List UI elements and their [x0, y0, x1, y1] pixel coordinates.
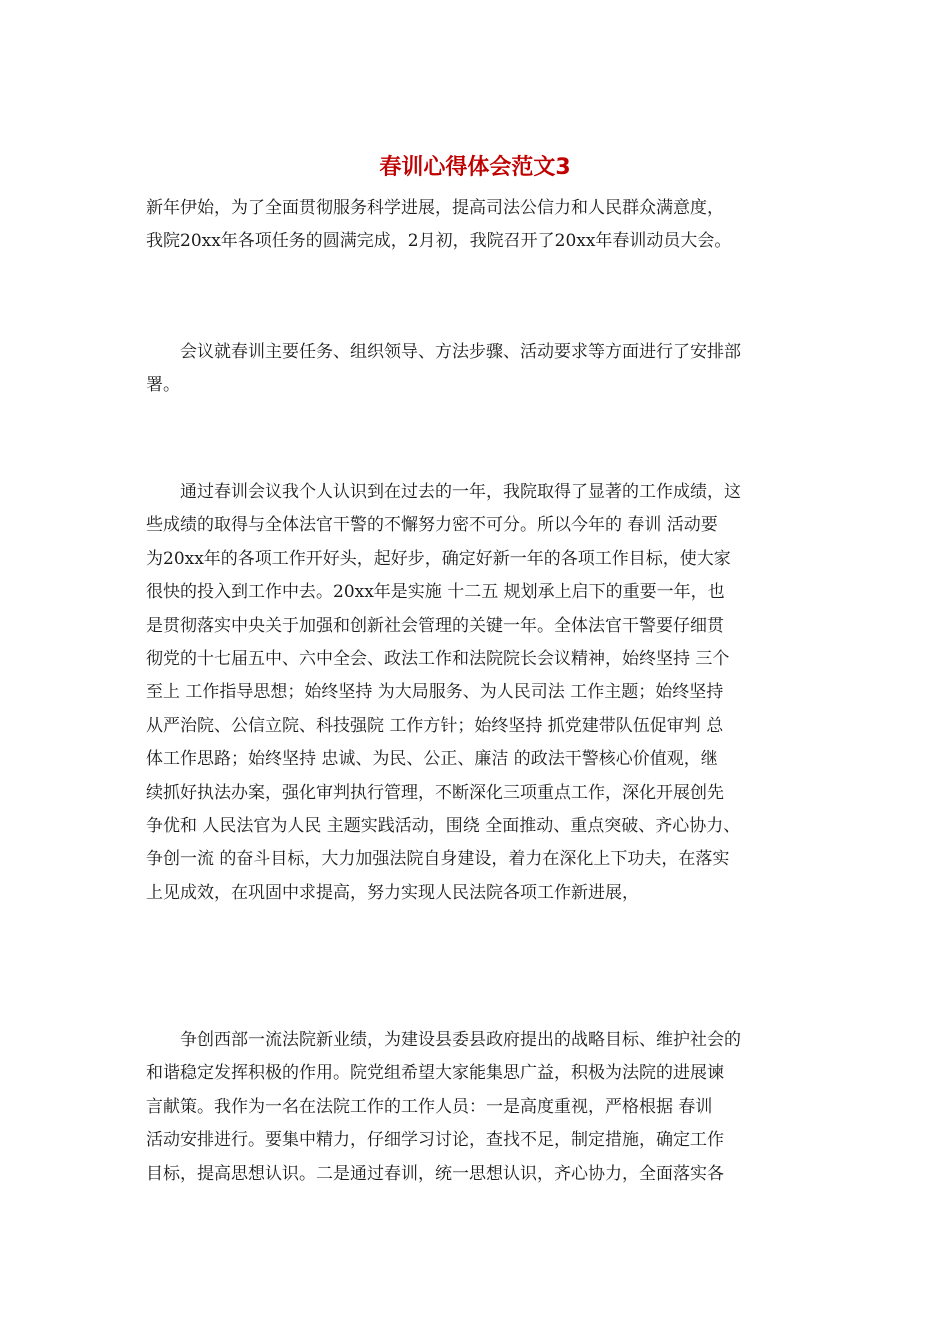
text-line: 署。 — [146, 375, 180, 396]
text-line: 和谐稳定发挥积极的作用。院党组希望大家能集思广益，积极为法院的进展谏 — [146, 1063, 724, 1084]
text-line: 争创一流 的奋斗目标，大力加强法院自身建设，着力在深化上下功夫，在落实 — [146, 849, 730, 870]
text-line: 从严治院、公信立院、科技强院 工作方针；始终坚持 抓党建带队伍促审判 总 — [146, 715, 724, 736]
text-line: 争优和 人民法官为人民 主题实践活动，围绕 全面推动、重点突破、齐心协力、 — [146, 816, 741, 837]
text-line: 些成绩的取得与全体法官干警的不懈努力密不可分。所以今年的 春训 活动要 — [146, 515, 718, 536]
text-line: 体工作思路；始终坚持 忠诚、为民、公正、廉洁 的政法干警核心价值观，继 — [146, 749, 718, 770]
text-line: 目标，提高思想认识。二是通过春训，统一思想认识，齐心协力，全面落实各 — [146, 1163, 724, 1184]
text-line: 续抓好执法办案，强化审判执行管理，不断深化三项重点工作，深化开展创先 — [146, 782, 724, 803]
paragraph-3 — [146, 476, 826, 910]
text-line: 争创西部一流法院新业绩，为建设县委县政府提出的战略目标、维护社会的 — [146, 1030, 741, 1050]
text-line: 言献策。我作为一名在法院工作的工作人员：一是高度重视，严格根据 春训 — [146, 1096, 713, 1117]
text-line: 我院20xx年各项任务的圆满完成，2月初，我院召开了20xx年春训动员大会。 — [146, 231, 732, 252]
text-line: 彻党的十七届五中、六中全会、政法工作和法院院长会议精神，始终坚持 三个 — [146, 649, 730, 670]
text-line: 至上 工作指导思想；始终坚持 为大局服务、为人民司法 工作主题；始终坚持 — [146, 682, 724, 703]
document-title: 春训心得体会范文3 — [379, 155, 571, 180]
text-line: 很快的投入到工作中去。20xx年是实施 十二五 规划承上启下的重要一年，也 — [146, 582, 725, 603]
text-line: 上见成效，在巩固中求提高，努力实现人民法院各项工作新进展， — [146, 882, 639, 903]
paragraph-4 — [146, 1024, 826, 1191]
paragraph-2 — [146, 336, 826, 403]
text-line: 为20xx年的各项工作开好头，起好步，确定好新一年的各项工作目标，使大家 — [146, 548, 731, 569]
text-line: 通过春训会议我个人认识到在过去的一年，我院取得了显著的工作成绩，这 — [146, 482, 741, 502]
text-line: 新年伊始，为了全面贯彻服务科学进展，提高司法公信力和人民群众满意度， — [146, 198, 724, 218]
text-line: 是贯彻落实中央关于加强和创新社会管理的关键一年。全体法官干警要仔细贯 — [146, 615, 724, 636]
paragraph-1 — [146, 192, 826, 259]
text-line: 活动安排进行。要集中精力，仔细学习讨论，查找不足，制定措施，确定工作 — [146, 1130, 724, 1151]
text-line: 会议就春训主要任务、组织领导、方法步骤、活动要求等方面进行了安排部 — [146, 342, 741, 362]
